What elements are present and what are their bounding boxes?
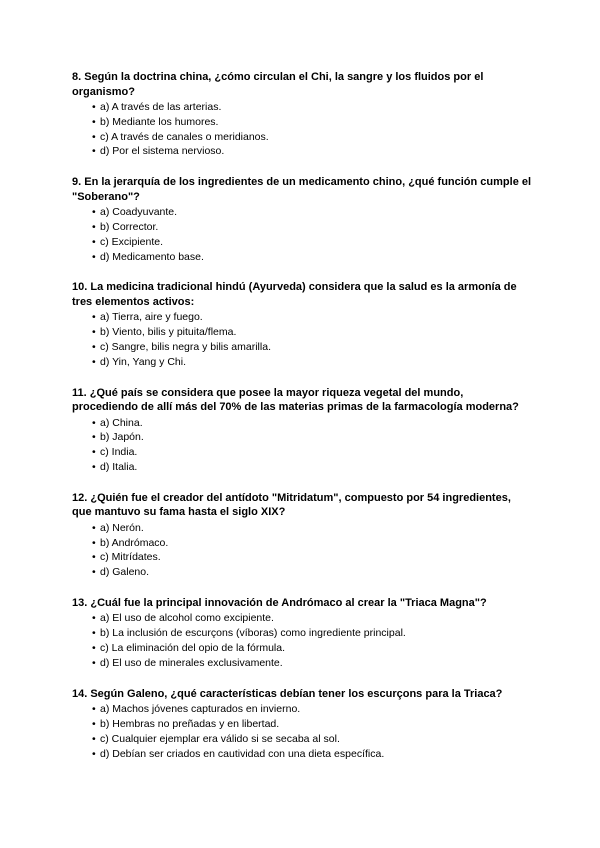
- question-8: [72, 70, 532, 159]
- question-9: [72, 175, 532, 264]
- option-b: • b) Viento, bilis y pituita/flema.: [92, 326, 237, 339]
- option-d: • d) Medicamento base.: [92, 250, 204, 263]
- question-title: 13. ¿Cuál fue la principal innovación de Andrómaco al crear la "Triaca Magna"?: [72, 596, 487, 609]
- option-b: • b) Japón.: [92, 431, 144, 444]
- option-c: • c) Cualquier ejemplar era válido si se secaba al sol.: [92, 732, 340, 745]
- option-b: • b) Hembras no preñadas y en libertad.: [92, 717, 280, 730]
- options-list: [72, 205, 532, 264]
- option-d: • d) Galeno.: [92, 566, 150, 579]
- option-b: • b) La inclusión de escurçons (víboras) como ingrediente principal.: [92, 627, 406, 640]
- question-title: 10. La medicina tradicional hindú (Ayurveda) considera que la salud es la armonía de tres elementos activos:: [72, 281, 517, 308]
- options-list: [72, 310, 532, 369]
- question-10: [72, 280, 532, 369]
- question-title: 8. Según la doctrina china, ¿cómo circulan el Chi, la sangre y los fluidos por el organismo?: [72, 71, 484, 98]
- option-a: • a) Machos jóvenes capturados en invierno.: [92, 703, 301, 716]
- question-title: 14. Según Galeno, ¿qué características debían tener los escurçons para la Triaca?: [72, 687, 503, 700]
- option-d: • d) Yin, Yang y Chi.: [92, 355, 186, 368]
- options-list: [72, 611, 532, 670]
- option-a: • a) A través de las arterias.: [92, 101, 222, 113]
- option-d: • d) Por el sistema nervioso.: [92, 145, 225, 158]
- options-list: [72, 416, 532, 475]
- question-11: [72, 386, 532, 475]
- option-b: • b) Corrector.: [92, 220, 159, 233]
- option-d: • d) Debían ser criados en cautividad con una dieta específica.: [92, 747, 385, 760]
- option-c: • c) La eliminación del opio de la fórmula.: [92, 642, 286, 655]
- option-a: • a) China.: [92, 416, 143, 429]
- option-c: • c) India.: [92, 446, 138, 459]
- question-list: [72, 70, 532, 777]
- option-c: • c) Excipiente.: [92, 235, 164, 248]
- options-list: [72, 702, 532, 761]
- option-b: • b) Andrómaco.: [92, 536, 169, 549]
- option-c: • c) Mitrídates.: [92, 551, 161, 564]
- question-title: 11. ¿Qué país se considera que posee la mayor riqueza vegetal del mundo, procediendo de allí más del 70% de las materias primas de la farmacología moderna?: [72, 386, 519, 414]
- option-c: • c) A través de canales o meridianos.: [92, 130, 269, 143]
- option-b: • b) Mediante los humores.: [92, 115, 219, 128]
- option-a: • a) Tierra, aire y fuego.: [92, 311, 203, 324]
- question-13: [72, 596, 532, 671]
- question-14: [72, 687, 532, 762]
- options-list: [72, 521, 532, 580]
- question-12: [72, 491, 532, 580]
- option-c: • c) Sangre, bilis negra y bilis amarilla.: [92, 340, 271, 353]
- option-d: • d) Italia.: [92, 460, 138, 473]
- option-d: • d) El uso de minerales exclusivamente.: [92, 656, 283, 669]
- question-title: 9. En la jerarquía de los ingredientes de un medicamento chino, ¿qué función cumple el "Soberano"?: [72, 176, 532, 203]
- option-a: • a) El uso de alcohol como excipiente.: [92, 612, 274, 625]
- question-title: 12. ¿Quién fue el creador del antídoto "Mitridatum", compuesto por 54 ingredientes, que mantuvo su fama hasta el siglo XIX?: [72, 491, 511, 519]
- option-a: • a) Nerón.: [92, 521, 144, 534]
- options-list: [72, 100, 532, 159]
- option-a: • a) Coadyuvante.: [92, 206, 178, 219]
